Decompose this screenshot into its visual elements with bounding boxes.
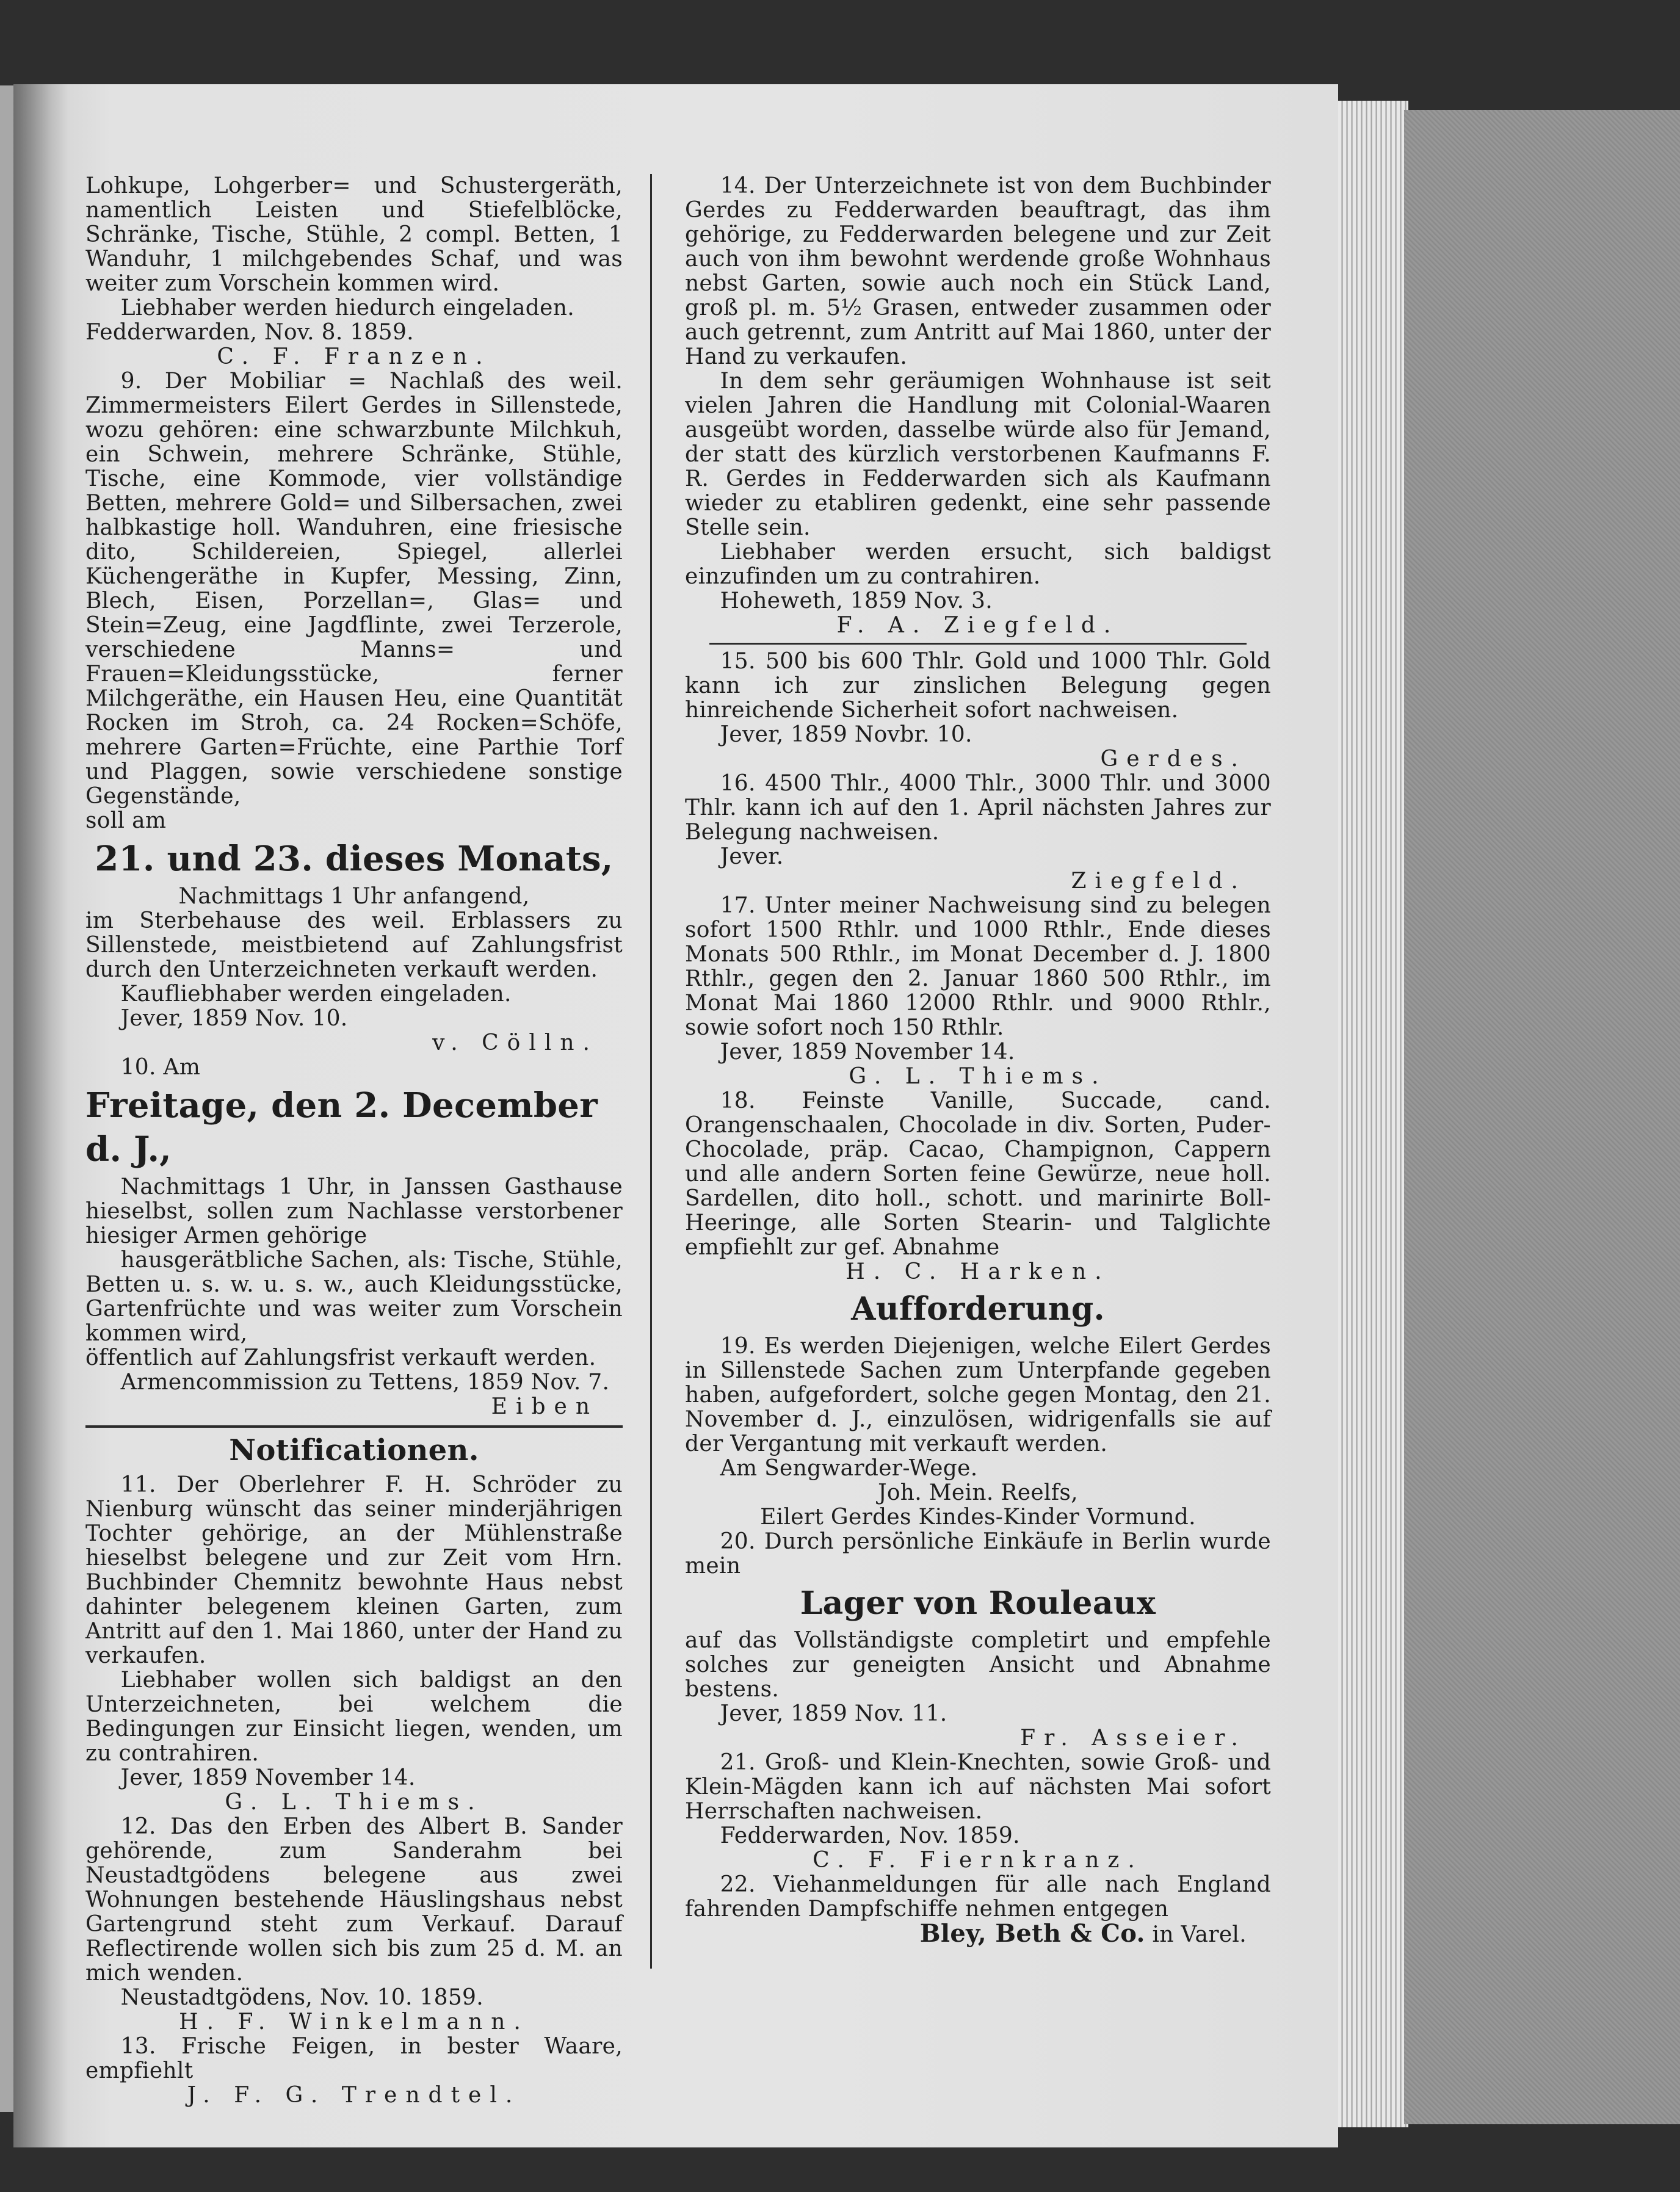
notice-10-body-2: hausgerätbliche Sachen, als: Tische, Stühle, Betten u. s. w. u. s. w., auch Kleidungsstücke, Gartenfrüchte und was weiter zum Vorschein kommen wird, <box>85 1248 623 1346</box>
column-divider <box>650 174 652 1969</box>
notice-19-signer-role: Eilert Gerdes Kindes-Kinder Vormund. <box>760 1505 1196 1530</box>
notice-13-signer: J. F. G. Trendtel. <box>187 2083 521 2108</box>
notice-19-place: Am Sengwarder-Wege. <box>720 1456 978 1481</box>
notice-21-body: 21. Groß- und Klein-Knechten, sowie Groß- und Klein-Mägden kann ich auf nächsten Mai sofort Herrschaften nachweisen. <box>685 1750 1271 1824</box>
right-column <box>685 174 1271 1947</box>
notice-9-signer: v. Cölln. <box>432 1030 598 1055</box>
notice-16-place: Jever. <box>720 844 784 869</box>
notice-8-signer: C. F. Franzen. <box>217 344 491 369</box>
book-cover-board <box>1404 110 1680 2124</box>
notice-11-body-2: Liebhaber wollen sich baldigst an den Unterzeichneten, bei welchem die Bedingungen zur Einsicht liegen, wenden, um zu contrahiren. <box>85 1668 623 1766</box>
notice-10-date-heading: Freitage, den 2. December d. J., <box>85 1085 598 1170</box>
previous-page-edge <box>0 85 13 2112</box>
notice-13-body: 13. Frische Feigen, in bester Waare, empfiehlt <box>85 2034 623 2083</box>
section-rule <box>85 1425 623 1428</box>
notice-14-body-3: Liebhaber werden ersucht, sich baldigst einzufinden um zu contrahiren. <box>685 540 1271 589</box>
notice-15-body: 15. 500 bis 600 Thlr. Gold und 1000 Thlr. Gold kann ich zur zinslichen Belegung gegen hinreichende Sicherheit sofort nachweisen. <box>685 649 1271 723</box>
notice-10-signer: Eiben <box>491 1394 598 1419</box>
notice-8-body: Lohkupe, Lohgerber= und Schustergeräth, namentlich Leisten und Stiefelblöcke, Schränke, Tische, Stühle, 2 compl. Betten, 1 Wanduhr, 1 milchgebendes Schaf, und was weiter zum Vorschein kommen wird. <box>85 173 623 296</box>
heading-aufforderung: Aufforderung. <box>851 1290 1105 1328</box>
notice-17-place-date: Jever, 1859 November 14. <box>720 1040 1015 1065</box>
binding-shadow <box>13 84 68 2147</box>
notice-14-body-2: In dem sehr geräumigen Wohnhause ist seit vielen Jahren die Handlung mit Colonial-Waaren ausgeübt worden, dasselbe würde also für Jemand, der statt des kürzlich verstorbenen Kaufmanns F. R. Gerdes in Fedderwarden sich als Kaufmann wieder zu etabliren gedenkt, eine sehr passende Stelle sein. <box>685 369 1271 540</box>
notice-22-firm-line <box>685 1919 1271 1948</box>
notice-10-body-3: öffentlich auf Zahlungsfrist verkauft werden. <box>85 1345 596 1370</box>
notice-10-body: Nachmittags 1 Uhr, in Janssen Gasthause hieselbst, sollen zum Nachlasse verstorbener hiesiger Armen gehörige <box>85 1174 623 1248</box>
notice-10-place-date: Armencommission zu Tettens, 1859 Nov. 7. <box>120 1370 610 1395</box>
page-stack-edges <box>1338 101 1408 2127</box>
notice-9-body: 9. Der Mobiliar = Nachlaß des weil. Zimmermeisters Eilert Gerdes in Sillenstede, wozu gehören: eine schwarzbunte Milchkuh, ein Schwein, mehrere Schränke, Stühle, Tische, eine Kommode, vier vollständige Betten, mehrere Gold= und Silbersachen, zwei halbkastige holl. Wanduhren, eine friesische dito, Schildereien, Spiegel, allerlei Küchengeräthe in Kupfer, Messing, Zinn, Blech, Eisen, Porzellan=, Glas= und Stein=Zeug, eine Jagdflinte, zwei Terzerole, verschiedene Manns= und Frauen=Kleidungsstücke, ferner Milchgeräthe, ein Hausen Heu, eine Quantität Rocken im Stroh, ca. 24 Rocken=Schöfe, mehrere Garten=Früchte, eine Parthie Torf und Plaggen, sowie verschiedene sonstige Gegenstände, <box>85 369 623 809</box>
section-title-notificationen: Notificationen. <box>229 1433 479 1467</box>
notice-14-place-date: Hoheweth, 1859 Nov. 3. <box>720 588 993 613</box>
notice-17-signer: G. L. Thiems. <box>849 1064 1107 1089</box>
notice-divider <box>709 643 1247 645</box>
notice-22-body: 22. Viehanmeldungen für alle nach England fahrenden Dampfschiffe nehmen entgegen <box>685 1872 1271 1922</box>
notice-9-date-heading: 21. und 23. dieses Monats, <box>95 839 614 879</box>
notice-18-body: 18. Feinste Vanille, Succade, cand. Orangenschaalen, Chocolade in div. Sorten, Puder-Chocolade, präp. Cacao, Champignon, Cappern und alle andern Sorten feine Gewürze, neue holl. Sardellen, dito holl., schott. und marinirte Boll-Heeringe, alle Sorten Stearin- und Talglichte empfiehlt zur gef. Abnahme <box>685 1088 1271 1260</box>
notice-9-invitation: Kaufliebhaber werden eingeladen. <box>120 982 512 1007</box>
notice-20-place-date: Jever, 1859 Nov. 11. <box>720 1701 947 1726</box>
notice-16-signer: Ziegfeld. <box>1071 869 1247 894</box>
notice-21-signer: C. F. Fiernkranz. <box>813 1848 1143 1873</box>
notice-14-signer: F. A. Ziegfeld. <box>836 613 1120 638</box>
notice-12-signer: H. F. Winkelmann. <box>179 2009 529 2035</box>
notice-21-place-date: Fedderwarden, Nov. 1859. <box>720 1823 1020 1848</box>
notice-20-body: auf das Vollständigste completirt und empfehle solches zur geneigten Ansicht und Abnahme bestens. <box>685 1628 1271 1702</box>
notice-15-signer: Gerdes. <box>1100 747 1247 772</box>
notice-16-body: 16. 4500 Thlr., 4000 Thlr., 3000 Thlr. und 3000 Thlr. kann ich auf den 1. April nächsten Jahres zur Belegung nachweisen. <box>685 771 1271 845</box>
notice-22-firm-place: in Varel. <box>1152 1922 1247 1947</box>
notice-9-time: Nachmittags 1 Uhr anfangend, <box>178 884 530 909</box>
notice-12-place-date: Neustadtgödens, Nov. 10. 1859. <box>120 1985 483 2010</box>
notice-11-body: 11. Der Oberlehrer F. H. Schröder zu Nienburg wünscht das seiner minderjährigen Tochter gehörige, an der Mühlenstraße hieselbst belegene und zur Zeit vom Hrn. Buchbinder Chemnitz bewohnte Haus nebst dahinter belegenem kleinen Garten, zum Antritt auf den 1. Mai 1860, unter der Hand zu verkaufen. <box>85 1472 623 1668</box>
notice-18-signer: H. C. Harken. <box>845 1259 1110 1284</box>
left-column <box>85 174 623 2108</box>
notice-11-place-date: Jever, 1859 November 14. <box>120 1765 416 1790</box>
notice-15-place-date: Jever, 1859 Novbr. 10. <box>720 722 972 747</box>
notice-14-body: 14. Der Unterzeichnete ist von dem Buchbinder Gerdes zu Fedderwarden beauftragt, das ihm gehörige, zu Fedderwarden belegene und zur Zeit auch von ihm bewohnt werdende große Wohnhaus nebst Garten, sowie auch noch ein Stück Land, groß pl. m. 5½ Grasen, entweder zusammen oder auch getrennt, zum Antritt auf Mai 1860, unter der Hand zu verkaufen. <box>685 173 1271 369</box>
notice-11-signer: G. L. Thiems. <box>225 1790 483 1815</box>
notice-9-body-2: im Sterbehause des weil. Erblassers zu Sillenstede, meistbietend auf Zahlungsfrist durch den Unterzeichneten verkauft werden. <box>85 908 623 982</box>
notice-22-firm: Bley, Beth & Co. <box>919 1919 1145 1948</box>
notice-20-heading: Lager von Rouleaux <box>800 1585 1156 1622</box>
notice-9-place-date: Jever, 1859 Nov. 10. <box>120 1006 348 1031</box>
notice-10-intro: 10. Am <box>120 1055 201 1080</box>
notice-20-intro: 20. Durch persönliche Einkäufe in Berlin wurde mein <box>685 1529 1271 1579</box>
notice-8-invitation: Liebhaber werden hiedurch eingeladen. <box>120 295 574 320</box>
notice-17-body: 17. Unter meiner Nachweisung sind zu belegen sofort 1500 Rthlr. und 1000 Rthlr., Ende dieses Monats 500 Rthlr., im Monat December d. J. 1800 Rthlr., gegen den 2. Januar 1860 500 Rthlr., im Monat Mai 1860 12000 Rthlr. und 9000 Rthlr., sowie sofort noch 150 Rthlr. <box>685 893 1271 1040</box>
notice-20-signer: Fr. Asseier. <box>1020 1726 1247 1751</box>
notice-12-body: 12. Das den Erben des Albert B. Sander gehörende, zum Sanderahm bei Neustadtgödens belegene aus zwei Wohnungen bestehende Häuslingshaus nebst Gartengrund steht zum Verkauf. Darauf Reflectirende wollen sich bis zum 25 d. M. an mich wenden. <box>85 1814 623 1986</box>
notice-9-soll: soll am <box>85 808 167 833</box>
notice-8-place-date: Fedderwarden, Nov. 8. 1859. <box>85 320 414 345</box>
notice-19-body: 19. Es werden Diejenigen, welche Eilert Gerdes in Sillenstede Sachen zum Unterpfande gegeben haben, aufgefordert, solche gegen Montag, den 21. November d. J., einzulösen, widrigenfalls sie auf der Vergantung mit verkauft werden. <box>685 1334 1271 1456</box>
notice-19-signer: Joh. Mein. Reelfs, <box>878 1480 1078 1505</box>
